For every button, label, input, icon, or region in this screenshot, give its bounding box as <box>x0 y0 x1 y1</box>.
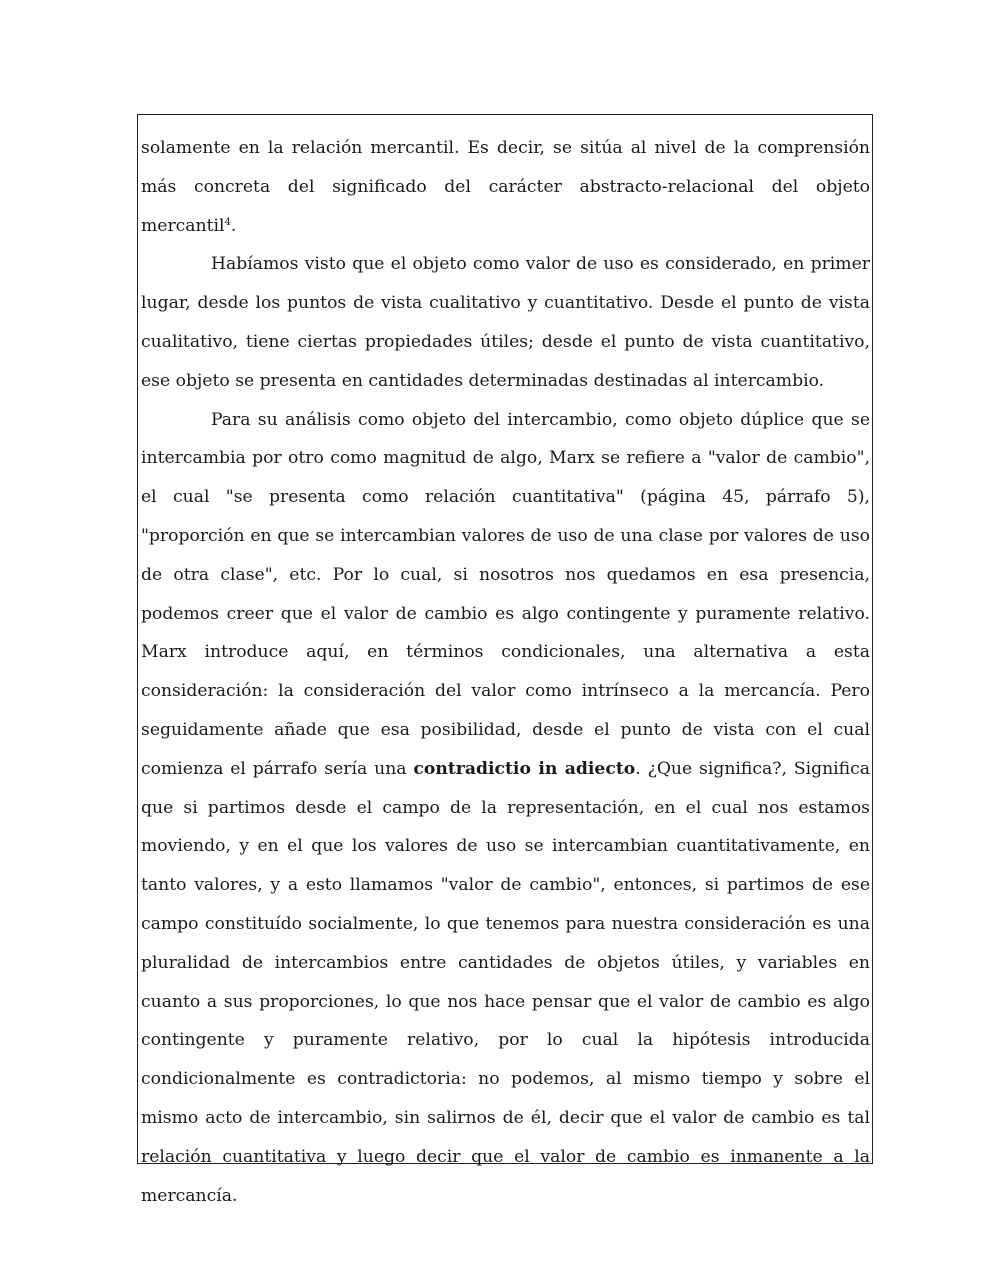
page-frame <box>137 114 873 1206</box>
body-text <box>141 129 870 1215</box>
bold-term: contradictio in adiecto <box>413 758 636 779</box>
paragraph-3 <box>141 401 870 1216</box>
paragraph-2: Habíamos visto que el objeto como valor de uso es considerado, en primer lugar, desde los puntos de vista cualitativo y cuantitativo. Desde el punto de vista cualitativo, tiene ciertas propiedades útiles; desde el punto de vista cuantitativo, ese objeto se presenta en cantidades determinadas destinadas al intercambio. <box>141 254 870 391</box>
footnote-reference[interactable]: 4 <box>224 216 231 228</box>
paragraph-1 <box>141 129 870 245</box>
paragraph-1-end: . <box>230 215 237 236</box>
paragraph-3-text-end: . ¿Que significa?, Significa que si partimos desde el campo de la representación, en el cual nos estamos moviendo, y en el que los valores de uso se intercambian cuantitativamente, en tanto valores, y a esto llamamos "valor de cambio", entonces, si partimos de ese campo constituído socialmente, lo que tenemos para nuestra consideración es una pluralidad de intercambios entre cantidades de objetos útiles, y variables en cuanto a sus proporciones, lo que nos hace pensar que el valor de cambio es algo contingente y puramente relativo, por lo cual la hipótesis introducida condicionalmente es contradictoria: no podemos, al mismo tiempo y sobre el mismo acto de intercambio, sin salirnos de él, decir que el valor de cambio es tal relación cuantitativa y luego decir que el valor de cambio es inmanente a la mercancía. <box>141 758 871 1206</box>
paragraph-1-text: solamente en la relación mercantil. Es decir, se sitúa al nivel de la comprensión más concreta del significado del carácter abstracto-relacional del objeto mercantil <box>141 138 870 236</box>
paragraph-3-text-start: Para su análisis como objeto del intercambio, como objeto dúplice que se intercambia por otro como magnitud de algo, Marx se refiere a "valor de cambio", el cual "se presenta como relación cuantitativa" (página 45, párrafo 5), "proporción en que se intercambian valores de uso de una clase por valores de uso de otra clase", etc. Por lo cual, si nosotros nos quedamos en esa presencia, podemos creer que el valor de cambio es algo contingente y puramente relativo. Marx introduce aquí, en términos condicionales, una alternativa a esta consideración: la consideración del valor como intrínseco a la mercancía. Pero seguidamente añade que esa posibilidad, desde el punto de vista con el cual comienza el párrafo sería una <box>141 409 870 779</box>
